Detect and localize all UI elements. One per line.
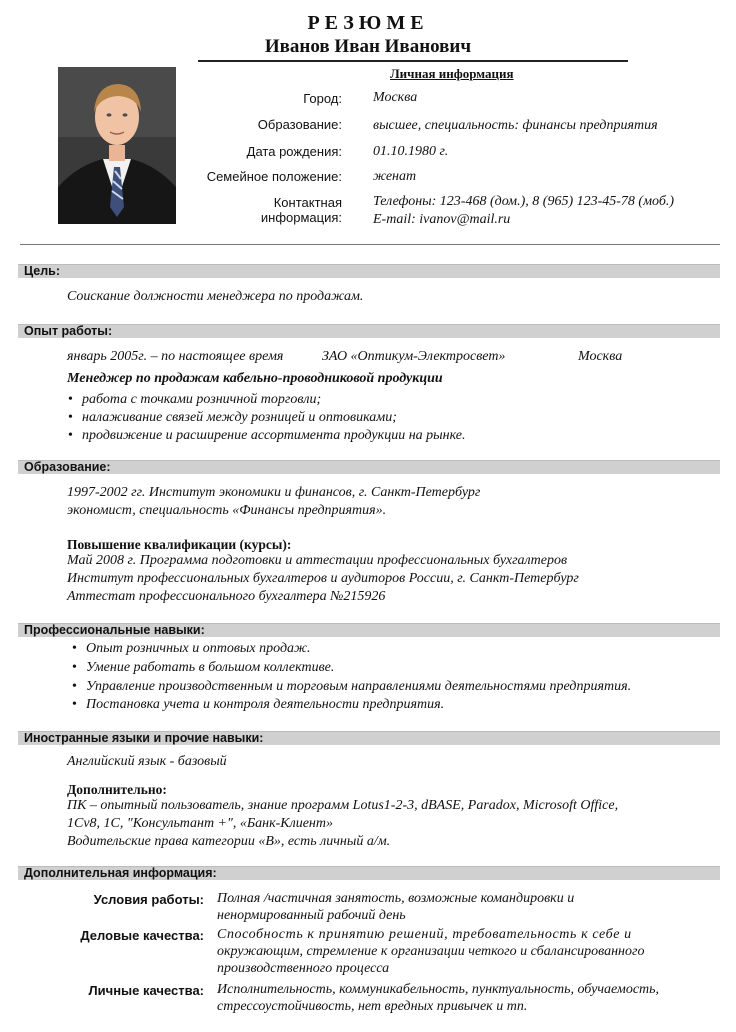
experience-section-bar — [18, 324, 720, 338]
candidate-name: Иванов Иван Иванович — [264, 36, 472, 57]
business-line3: производственного процесса — [217, 961, 390, 976]
duty-item: • работа с точками розничной торговли; — [82, 392, 321, 408]
email-value: E-mail: ivanov@mail.ru — [373, 212, 511, 227]
course-line: Май 2008 г. Программа подготовки и аттестации профессиональных бухгалтеров — [67, 553, 568, 568]
extra-title: Дополнительно: — [67, 782, 167, 797]
course-line: Институт профессиональных бухгалтеров и аудиторов России, г. Санкт-Петербург — [67, 571, 579, 586]
business-line2: окружающим, стремление к организации четкого и сбалансированного — [217, 944, 645, 959]
phones-value: Телефоны: 123-468 (дом.), 8 (965) 123-45-78 (моб.) — [373, 194, 675, 209]
personal-line2: стрессоустойчивость, нет вредных привычек и тп. — [217, 999, 528, 1014]
city-value: Москва — [373, 90, 418, 105]
resume-title: РЕЗЮМЕ — [307, 12, 429, 34]
birth-label: Дата рождения: — [246, 144, 342, 159]
birth-value: 01.10.1980 г. — [373, 144, 449, 159]
skills-section-title: Профессиональные навыки: — [24, 623, 205, 637]
english-level: Английский язык - базовый — [67, 754, 227, 769]
duty-item: • продвижение и расширение ассортимента продукции на рынке. — [82, 428, 465, 444]
education-line2: экономист, специальность «Финансы предприятия». — [67, 503, 387, 518]
education-section-bar — [18, 460, 720, 474]
conditions-label: Условия работы: — [93, 892, 204, 907]
business-qualities-label: Деловые качества: — [80, 928, 204, 943]
experience-company: ЗАО «Оптикум-Электросвет» — [322, 349, 506, 364]
course-line: Аттестат профессионального бухгалтера №215926 — [67, 589, 386, 604]
personal-line1: Исполнительность, коммуникабельность, пунктуальность, обучаемость, — [217, 982, 660, 997]
contact-label-line1: Контактная — [273, 195, 342, 210]
additional-section-title: Дополнительная информация: — [24, 866, 217, 880]
driver-license: Водительские права категории «В», есть личный а/м. — [67, 834, 391, 849]
city-label: Город: — [303, 91, 342, 106]
education-label: Образование: — [257, 117, 342, 132]
pc-skills-line2: 1Cv8, 1C, "Консультант +", «Банк-Клиент» — [67, 816, 333, 831]
family-label: Семейное положение: — [206, 169, 342, 184]
skill-item: • Постановка учета и контроля деятельности предприятия. — [86, 697, 444, 713]
education-line1: 1997-2002 гг. Институт экономики и финансов, г. Санкт-Петербург — [67, 485, 481, 500]
personal-divider — [20, 244, 720, 245]
contact-label-line2: информация: — [260, 210, 342, 225]
experience-city: Москва — [578, 349, 623, 364]
skill-item: • Умение работать в большом коллективе. — [86, 660, 334, 676]
skill-item: • Опыт розничных и оптовых продаж. — [86, 641, 311, 657]
courses-title: Повышение квалификации (курсы): — [67, 537, 292, 552]
header-divider — [198, 60, 628, 62]
education-value: высшее, специальность: финансы предприятия — [373, 118, 658, 133]
family-value: женат — [373, 169, 417, 184]
experience-position: Менеджер по продажам кабельно-проводниковой продукции — [67, 371, 443, 386]
goal-section-bar — [18, 264, 720, 278]
personal-info-heading: Личная информация — [390, 66, 514, 81]
business-line1: Способность к принятию решений, требовательность к себе и — [217, 927, 632, 942]
experience-period: январь 2005г. – по настоящее время — [67, 349, 284, 364]
candidate-photo — [58, 67, 176, 224]
pc-skills-line1: ПК – опытный пользователь, знание программ Lotus1-2-3, dBASE, Paradox, Microsoft Office, — [67, 798, 619, 813]
skill-item: • Управление производственным и торговым направлениями деятельностями предприятия. — [86, 679, 631, 695]
goal-text: Соискание должности менеджера по продажам. — [67, 289, 364, 304]
conditions-line2: ненормированный рабочий день — [217, 908, 406, 923]
languages-section-title: Иностранные языки и прочие навыки: — [24, 731, 264, 745]
conditions-line1: Полная /частичная занятость, возможные командировки и — [217, 891, 575, 906]
duty-item: • налаживание связей между розницей и оптовиками; — [82, 410, 397, 426]
education-section-title: Образование: — [24, 460, 111, 474]
goal-section-title: Цель: — [24, 264, 61, 278]
personal-qualities-label: Личные качества: — [88, 983, 204, 998]
experience-section-title: Опыт работы: — [24, 324, 113, 338]
